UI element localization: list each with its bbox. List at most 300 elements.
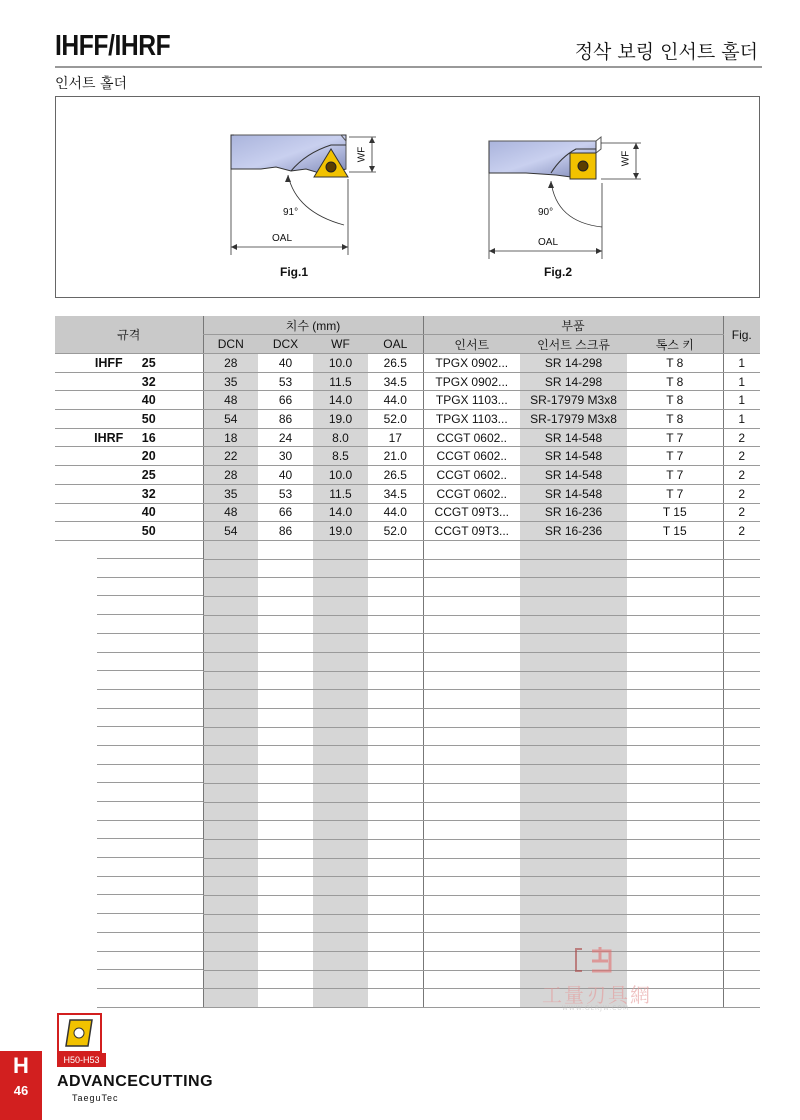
empty-cell (520, 858, 627, 877)
cell-key: T 7 (627, 447, 723, 466)
table-row (55, 391, 760, 410)
empty-cell (258, 895, 313, 914)
cell-dcn: 35 (203, 372, 258, 391)
empty-cell (203, 970, 258, 989)
empty-cell (55, 559, 203, 578)
empty-cell (723, 839, 760, 858)
cell-screw: SR 14-548 (520, 466, 627, 485)
empty-cell (368, 821, 423, 840)
spec-cell (55, 466, 203, 485)
cell-oal: 17 (368, 428, 423, 447)
cell-insert: TPGX 1103... (423, 391, 520, 410)
fig2-angle-label: 90° (538, 207, 554, 218)
spec-cell (55, 372, 203, 391)
empty-cell (368, 727, 423, 746)
empty-cell (423, 671, 520, 690)
empty-cell (520, 578, 627, 597)
cell-dcn: 35 (203, 484, 258, 503)
empty-cell (313, 858, 368, 877)
empty-cell (258, 690, 313, 709)
figure-box (55, 96, 760, 298)
empty-table-row (55, 596, 760, 615)
holder-name: IHFF (94, 355, 123, 370)
empty-cell (313, 634, 368, 653)
empty-cell (723, 709, 760, 728)
empty-cell (368, 783, 423, 802)
empty-cell (313, 559, 368, 578)
empty-cell (258, 914, 313, 933)
cell-insert: CCGT 0602.. (423, 466, 520, 485)
empty-cell (55, 877, 203, 896)
cell-dcn: 48 (203, 503, 258, 522)
empty-cell (520, 821, 627, 840)
empty-cell (203, 727, 258, 746)
empty-cell (55, 895, 203, 914)
empty-cell (723, 933, 760, 952)
empty-cell (258, 933, 313, 952)
empty-cell (55, 596, 203, 615)
empty-table-row (55, 727, 760, 746)
cell-oal: 34.5 (368, 484, 423, 503)
fig1-drawing (56, 97, 761, 299)
cell-screw: SR 14-548 (520, 447, 627, 466)
empty-cell (203, 783, 258, 802)
empty-cell (258, 839, 313, 858)
holder-size: 50 (141, 411, 156, 426)
cell-key: T 7 (627, 466, 723, 485)
empty-cell (520, 709, 627, 728)
empty-table-row (55, 858, 760, 877)
empty-cell (627, 821, 723, 840)
cell-oal: 44.0 (368, 503, 423, 522)
empty-cell (313, 765, 368, 784)
empty-cell (520, 559, 627, 578)
empty-cell (258, 727, 313, 746)
empty-cell (203, 559, 258, 578)
empty-cell (313, 709, 368, 728)
empty-cell (258, 746, 313, 765)
empty-cell (627, 746, 723, 765)
column-header: OAL (368, 335, 423, 354)
watermark (540, 945, 670, 1015)
empty-cell (520, 914, 627, 933)
empty-cell (55, 540, 203, 559)
column-header: DCX (258, 335, 313, 354)
empty-cell (723, 989, 760, 1008)
empty-cell (368, 914, 423, 933)
cell-dcx: 66 (258, 503, 313, 522)
cell-dcx: 53 (258, 372, 313, 391)
holder-name: IHRF (94, 430, 124, 445)
fig2-caption: Fig.2 (544, 265, 573, 279)
holder-size: 16 (141, 430, 156, 445)
holder-size: 40 (141, 505, 156, 520)
empty-cell (203, 802, 258, 821)
empty-table-row (55, 821, 760, 840)
empty-cell (368, 765, 423, 784)
empty-table-row (55, 709, 760, 728)
holder-size: 20 (141, 449, 156, 464)
empty-cell (258, 559, 313, 578)
empty-cell (723, 952, 760, 971)
empty-cell (520, 653, 627, 672)
empty-cell (627, 709, 723, 728)
cell-key: T 8 (627, 372, 723, 391)
empty-cell (520, 671, 627, 690)
empty-cell (203, 671, 258, 690)
empty-cell (55, 783, 203, 802)
cell-fig: 2 (723, 484, 760, 503)
empty-cell (723, 895, 760, 914)
cell-fig: 2 (723, 428, 760, 447)
empty-cell (55, 765, 203, 784)
empty-cell (520, 765, 627, 784)
empty-cell (627, 914, 723, 933)
empty-cell (520, 615, 627, 634)
cell-screw: SR-17979 M3x8 (520, 410, 627, 429)
empty-cell (313, 821, 368, 840)
empty-cell (55, 970, 203, 989)
spec-header: 규격 (55, 316, 203, 354)
section-subtitle: 인서트 홀더 (55, 76, 128, 92)
fig1-oal-label: OAL (272, 233, 293, 244)
cell-oal: 26.5 (368, 354, 423, 373)
empty-cell (627, 727, 723, 746)
table-row (55, 447, 760, 466)
cell-wf: 8.0 (313, 428, 368, 447)
empty-cell (520, 634, 627, 653)
empty-cell (423, 709, 520, 728)
empty-cell (313, 802, 368, 821)
empty-cell (258, 615, 313, 634)
cell-dcx: 40 (258, 354, 313, 373)
empty-cell (520, 540, 627, 559)
spec-cell (55, 391, 203, 410)
empty-cell (723, 970, 760, 989)
empty-cell (368, 746, 423, 765)
cell-oal: 44.0 (368, 391, 423, 410)
empty-cell (313, 596, 368, 615)
cell-insert: CCGT 09T3... (423, 522, 520, 541)
empty-cell (423, 578, 520, 597)
empty-cell (423, 821, 520, 840)
empty-cell (723, 783, 760, 802)
empty-cell (368, 709, 423, 728)
empty-cell (368, 989, 423, 1008)
cell-screw: SR 14-548 (520, 428, 627, 447)
empty-cell (520, 877, 627, 896)
cell-insert: TPGX 1103... (423, 410, 520, 429)
empty-cell (258, 653, 313, 672)
empty-cell (627, 653, 723, 672)
empty-cell (203, 933, 258, 952)
empty-cell (258, 671, 313, 690)
cell-dcx: 40 (258, 466, 313, 485)
empty-cell (423, 877, 520, 896)
empty-table-row (55, 634, 760, 653)
table-row (55, 428, 760, 447)
empty-cell (258, 821, 313, 840)
cell-screw: SR 14-548 (520, 484, 627, 503)
cell-dcn: 18 (203, 428, 258, 447)
empty-cell (423, 634, 520, 653)
empty-cell (313, 895, 368, 914)
empty-cell (258, 858, 313, 877)
empty-cell (203, 989, 258, 1008)
empty-table-row (55, 783, 760, 802)
empty-cell (423, 970, 520, 989)
empty-cell (368, 596, 423, 615)
empty-cell (723, 821, 760, 840)
cell-dcx: 53 (258, 484, 313, 503)
cell-dcn: 22 (203, 447, 258, 466)
empty-cell (203, 653, 258, 672)
cell-wf: 19.0 (313, 410, 368, 429)
cell-oal: 26.5 (368, 466, 423, 485)
fig2-wf-label: WF (620, 150, 632, 167)
empty-table-row (55, 559, 760, 578)
empty-cell (627, 540, 723, 559)
empty-cell (203, 709, 258, 728)
empty-cell (203, 596, 258, 615)
cell-insert: TPGX 0902... (423, 372, 520, 391)
cell-key: T 15 (627, 522, 723, 541)
cell-wf: 10.0 (313, 466, 368, 485)
empty-cell (423, 858, 520, 877)
cell-insert: CCGT 0602.. (423, 484, 520, 503)
empty-cell (423, 895, 520, 914)
header-rule (55, 66, 762, 68)
cell-fig: 2 (723, 447, 760, 466)
empty-cell (258, 540, 313, 559)
empty-cell (627, 783, 723, 802)
insert-page-ref: H50-H53 (57, 1053, 106, 1067)
empty-table-row (55, 690, 760, 709)
empty-cell (423, 615, 520, 634)
cell-screw: SR 16-236 (520, 503, 627, 522)
fig1-angle-label: 91° (283, 207, 299, 218)
empty-cell (627, 877, 723, 896)
cell-screw: SR 14-298 (520, 354, 627, 373)
empty-cell (423, 727, 520, 746)
empty-cell (423, 839, 520, 858)
spec-cell (55, 484, 203, 503)
empty-cell (313, 653, 368, 672)
cell-wf: 14.0 (313, 391, 368, 410)
empty-cell (55, 671, 203, 690)
empty-cell (203, 540, 258, 559)
empty-cell (627, 839, 723, 858)
empty-cell (627, 858, 723, 877)
empty-cell (423, 596, 520, 615)
column-header: 톡스 키 (627, 335, 723, 354)
empty-cell (203, 615, 258, 634)
cell-key: T 8 (627, 354, 723, 373)
empty-cell (313, 746, 368, 765)
empty-table-row (55, 653, 760, 672)
empty-cell (520, 746, 627, 765)
empty-cell (520, 596, 627, 615)
empty-cell (203, 839, 258, 858)
cell-key: T 8 (627, 391, 723, 410)
empty-table-row (55, 765, 760, 784)
empty-cell (258, 634, 313, 653)
empty-cell (55, 989, 203, 1008)
empty-cell (203, 895, 258, 914)
table-row (55, 354, 760, 373)
cell-key: T 8 (627, 410, 723, 429)
empty-cell (423, 690, 520, 709)
cell-fig: 1 (723, 410, 760, 429)
empty-cell (520, 783, 627, 802)
empty-cell (258, 596, 313, 615)
empty-cell (723, 596, 760, 615)
cell-key: T 7 (627, 428, 723, 447)
cell-fig: 2 (723, 522, 760, 541)
holder-size: 25 (141, 467, 156, 482)
fig2-oal-label: OAL (538, 237, 559, 248)
empty-cell (627, 578, 723, 597)
empty-table-row (55, 802, 760, 821)
spec-cell (55, 522, 203, 541)
cell-oal: 52.0 (368, 522, 423, 541)
empty-cell (313, 914, 368, 933)
empty-cell (313, 877, 368, 896)
empty-cell (258, 709, 313, 728)
cell-fig: 2 (723, 466, 760, 485)
empty-cell (627, 690, 723, 709)
empty-cell (723, 559, 760, 578)
empty-cell (55, 952, 203, 971)
empty-cell (203, 914, 258, 933)
cell-dcx: 86 (258, 410, 313, 429)
cell-wf: 14.0 (313, 503, 368, 522)
empty-table-row (55, 746, 760, 765)
empty-cell (55, 839, 203, 858)
empty-cell (203, 578, 258, 597)
empty-cell (55, 634, 203, 653)
empty-cell (55, 858, 203, 877)
empty-cell (723, 746, 760, 765)
page-number: 46 (13, 1083, 29, 1098)
empty-cell (423, 989, 520, 1008)
empty-cell (423, 559, 520, 578)
empty-cell (423, 952, 520, 971)
empty-cell (368, 970, 423, 989)
empty-cell (203, 858, 258, 877)
empty-cell (423, 746, 520, 765)
cell-insert: CCGT 0602.. (423, 447, 520, 466)
cell-dcx: 24 (258, 428, 313, 447)
empty-cell (723, 914, 760, 933)
cell-dcx: 86 (258, 522, 313, 541)
parts-header: 부품 (423, 316, 723, 335)
empty-cell (368, 615, 423, 634)
cell-insert: TPGX 0902... (423, 354, 520, 373)
empty-cell (627, 596, 723, 615)
empty-cell (723, 877, 760, 896)
empty-cell (313, 989, 368, 1008)
holder-size: 25 (141, 355, 156, 370)
empty-table-row (55, 578, 760, 597)
empty-cell (55, 653, 203, 672)
cell-key: T 15 (627, 503, 723, 522)
empty-cell (313, 727, 368, 746)
empty-cell (368, 690, 423, 709)
empty-cell (203, 821, 258, 840)
cell-wf: 8.5 (313, 447, 368, 466)
watermark-text: 工量刃具網 (542, 983, 652, 1007)
empty-cell (313, 783, 368, 802)
empty-cell (55, 727, 203, 746)
empty-cell (313, 540, 368, 559)
cell-insert: CCGT 09T3... (423, 503, 520, 522)
cell-screw: SR-17979 M3x8 (520, 391, 627, 410)
section-tab (0, 1051, 42, 1120)
holder-size: 32 (141, 374, 156, 389)
table-row (55, 466, 760, 485)
empty-cell (258, 970, 313, 989)
fig1-caption: Fig.1 (280, 265, 309, 279)
page-title-korean: 정삭 보링 인서트 홀더 (574, 41, 758, 63)
empty-table-row (55, 839, 760, 858)
empty-cell (368, 559, 423, 578)
empty-cell (723, 615, 760, 634)
cell-dcn: 54 (203, 522, 258, 541)
empty-cell (313, 839, 368, 858)
empty-cell (723, 690, 760, 709)
empty-cell (368, 634, 423, 653)
empty-cell (520, 690, 627, 709)
empty-cell (627, 671, 723, 690)
empty-cell (627, 634, 723, 653)
empty-cell (313, 970, 368, 989)
empty-cell (627, 802, 723, 821)
cell-dcn: 48 (203, 391, 258, 410)
cell-wf: 19.0 (313, 522, 368, 541)
empty-cell (55, 690, 203, 709)
empty-cell (368, 933, 423, 952)
cell-dcx: 66 (258, 391, 313, 410)
empty-cell (203, 634, 258, 653)
empty-cell (520, 839, 627, 858)
empty-cell (723, 540, 760, 559)
empty-table-row (55, 914, 760, 933)
empty-cell (368, 839, 423, 858)
empty-cell (55, 914, 203, 933)
empty-cell (368, 858, 423, 877)
empty-cell (313, 671, 368, 690)
empty-cell (55, 933, 203, 952)
brand-subtitle: TaeguTec (72, 1093, 119, 1103)
empty-cell (723, 578, 760, 597)
cell-dcx: 30 (258, 447, 313, 466)
cell-fig: 1 (723, 372, 760, 391)
empty-cell (55, 802, 203, 821)
empty-cell (313, 578, 368, 597)
empty-cell (520, 802, 627, 821)
spec-cell (55, 503, 203, 522)
empty-cell (368, 895, 423, 914)
empty-cell (627, 765, 723, 784)
empty-cell (203, 952, 258, 971)
empty-cell (368, 802, 423, 821)
section-letter: H (13, 1053, 29, 1078)
brand-logo: ADVANCECUTTING (57, 1073, 214, 1090)
empty-cell (627, 895, 723, 914)
empty-cell (258, 802, 313, 821)
cell-fig: 1 (723, 354, 760, 373)
